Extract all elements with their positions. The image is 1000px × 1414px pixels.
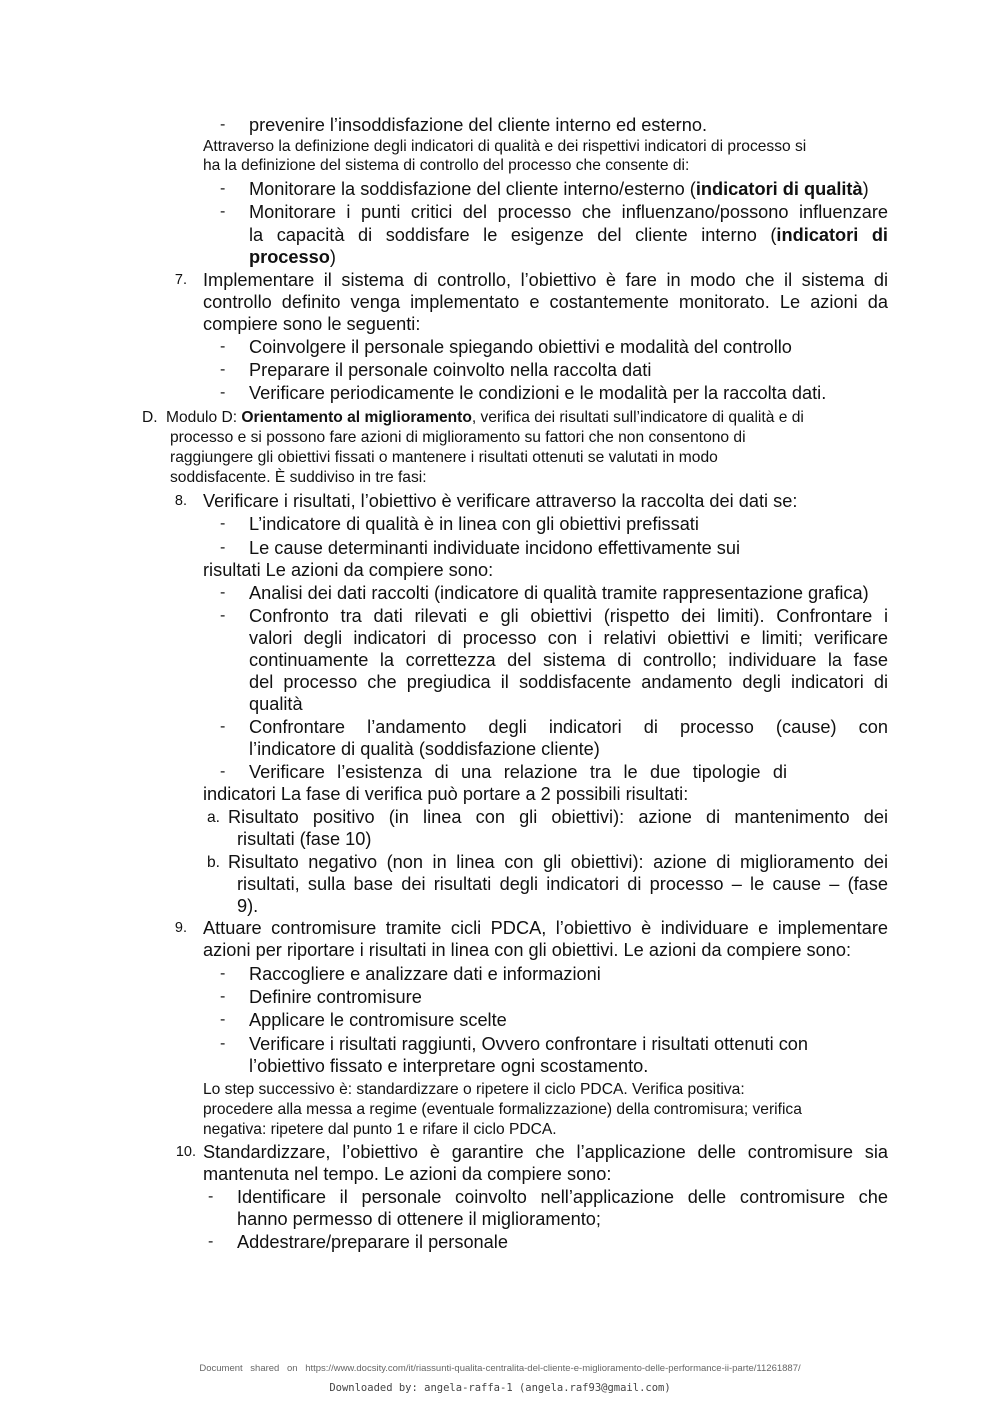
bullet-dash: - — [220, 539, 226, 556]
text-line: risultati Le azioni da compiere sono: — [203, 560, 494, 580]
text-line: procedere alla messa a regime (eventuale formalizzazione) della contromisura; verifica — [203, 1101, 802, 1118]
bullet-dash: - — [220, 515, 226, 532]
text-line: Coinvolgere il personale spiegando obiettivi e modalità del controllo — [249, 337, 792, 357]
text-line: Identificare il personale coinvolto nell’applicazione delle contromisure che — [237, 1187, 888, 1207]
bullet-dash: - — [220, 116, 226, 133]
text-line: processo) — [249, 247, 336, 267]
bullet-dash: - — [220, 338, 226, 355]
text-line: Monitorare i punti critici del processo che influenzano/possono influenzare — [249, 202, 888, 222]
text-line: Verificare i risultati, l’obiettivo è verificare attraverso la raccolta dei dati se: — [203, 491, 798, 511]
text-line: Raccogliere e analizzare dati e informazioni — [249, 964, 601, 984]
text-line: Verificare l’esistenza di una relazione tra le due tipologie di — [249, 762, 787, 782]
text-line: la capacità di soddisfare le esigenze del cliente interno (indicatori di — [249, 225, 888, 245]
text-line: Standardizzare, l’obiettivo è garantire che l’applicazione delle contromisure sia — [203, 1142, 888, 1162]
text-line: mantenuta nel tempo. Le azioni da compiere sono: — [203, 1164, 612, 1184]
bullet-dash: - — [220, 1011, 226, 1028]
list-letter: D. — [142, 409, 158, 426]
text-line: Addestrare/preparare il personale — [237, 1232, 508, 1252]
text-line: Modulo D: Orientamento al miglioramento, verifica dei risultati sull’indicatore di qualità e di — [166, 409, 804, 426]
text-line: Verificare periodicamente le condizioni e le modalità per la raccolta dati. — [249, 383, 827, 403]
text-line: Implementare il sistema di controllo, l’obiettivo è fare in modo che il sistema di — [203, 270, 888, 290]
text-line: Analisi dei dati raccolti (indicatore di qualità tramite rappresentazione grafica) — [249, 583, 869, 603]
list-letter: b. — [207, 854, 221, 871]
text-line: Verificare i risultati raggiunti, Ovvero confrontare i risultati ottenuti con — [249, 1034, 809, 1054]
bullet-dash: - — [220, 1035, 226, 1052]
bullet-dash: - — [220, 584, 226, 601]
bullet-dash: - — [220, 384, 226, 401]
text-line: risultati (fase 10) — [237, 829, 372, 849]
text-line: Definire contromisure — [249, 987, 422, 1007]
list-number: 7. — [174, 272, 187, 288]
text-line: Preparare il personale coinvolto nella raccolta dati — [249, 360, 652, 380]
text-line: Attraverso la definizione degli indicatori di qualità e dei rispettivi indicatori di processo si — [203, 138, 807, 155]
text-line: processo e si possono fare azioni di miglioramento su fattori che non consentono di — [170, 429, 746, 446]
bullet-dash: - — [208, 1233, 214, 1250]
text-line: continuamente la correttezza del sistema di controllo; individuare la fase — [249, 650, 888, 670]
text-line: qualità — [249, 694, 303, 714]
list-number: 9. — [174, 920, 187, 936]
text-line: hanno permesso di ottenere il miglioramento; — [237, 1209, 601, 1229]
bullet-dash: - — [220, 965, 226, 982]
text-line: L’indicatore di qualità è in linea con gli obiettivi prefissati — [249, 514, 699, 534]
text-line: Confrontare l’andamento degli indicatori di processo (cause) con — [249, 717, 888, 737]
bullet-dash: - — [220, 607, 226, 624]
text-line: Lo step successivo è: standardizzare o ripetere il ciclo PDCA. Verifica positiva: — [203, 1081, 745, 1098]
text-line: azioni per riportare i risultati in linea con gli obiettivi. Le azioni da compiere sono: — [203, 940, 852, 960]
text-line: Risultato positivo (in linea con gli obiettivi): azione di mantenimento dei — [228, 807, 888, 827]
text-line: l’obiettivo fissato e interpretare ogni scostamento. — [249, 1056, 649, 1076]
text-line: Risultato negativo (non in linea con gli obiettivi): azione di miglioramento dei — [228, 852, 888, 872]
text-line: 9). — [237, 896, 259, 916]
text-line: negativa: ripetere dal punto 1 e rifare il ciclo PDCA. — [203, 1121, 557, 1138]
text-line: controllo definito venga implementato e costantemente monitorato. Le azioni da — [203, 292, 888, 312]
bullet-dash: - — [220, 203, 226, 220]
text-line: Le cause determinanti individuate incidono effettivamente sui — [249, 538, 741, 558]
bullet-dash: - — [220, 180, 226, 197]
text-line: Applicare le contromisure scelte — [249, 1010, 507, 1030]
text-line: risultati, sulla base dei risultati degli indicatori di processo – le cause – (fase — [237, 874, 888, 894]
text-line: compiere sono le seguenti: — [203, 314, 421, 334]
shared-footer-link[interactable]: Document shared on https://www.docsity.com/it/riassunti-qualita-centralita-del-cliente-e-miglioramento-delle-performance-ii-parte/11261887/ — [199, 1363, 801, 1374]
text-line: Confronto tra dati rilevati e gli obiettivi (rispetto dei limiti). Confrontare i — [249, 606, 888, 626]
text-line: valori degli indicatori di processo con i relativi obiettivi e limiti; verificare — [249, 628, 888, 648]
text-line: soddisfacente. È suddiviso in tre fasi: — [170, 469, 427, 486]
bullet-dash: - — [208, 1188, 214, 1205]
text-line: prevenire l’insoddisfazione del cliente interno ed esterno. — [249, 115, 707, 135]
text-line: Monitorare la soddisfazione del cliente interno/esterno (indicatori di qualità) — [249, 179, 869, 199]
list-letter: a. — [207, 809, 221, 826]
text-line: del processo che pregiudica il soddisfacente andamento degli indicatori di — [249, 672, 888, 692]
text-line: raggiungere gli obiettivi fissati o mantenere i risultati ottenuti se valutati in modo — [170, 449, 718, 466]
list-number: 10. — [175, 1144, 196, 1160]
text-line: Attuare contromisure tramite cicli PDCA, l’obiettivo è individuare e implementare — [203, 918, 888, 938]
bullet-dash: - — [220, 763, 226, 780]
text-line: ha la definizione del sistema di controllo del processo che consente di: — [203, 157, 690, 174]
downloaded-by-footer: Downloaded by: angela-raffa-1 (angela.raf93@gmail.com) — [329, 1382, 671, 1394]
bullet-dash: - — [220, 988, 226, 1005]
bullet-dash: - — [220, 718, 226, 735]
bullet-dash: - — [220, 361, 226, 378]
text-line: l’indicatore di qualità (soddisfazione cliente) — [249, 739, 600, 759]
list-number: 8. — [174, 493, 187, 509]
text-line: indicatori La fase di verifica può portare a 2 possibili risultati: — [203, 784, 689, 804]
